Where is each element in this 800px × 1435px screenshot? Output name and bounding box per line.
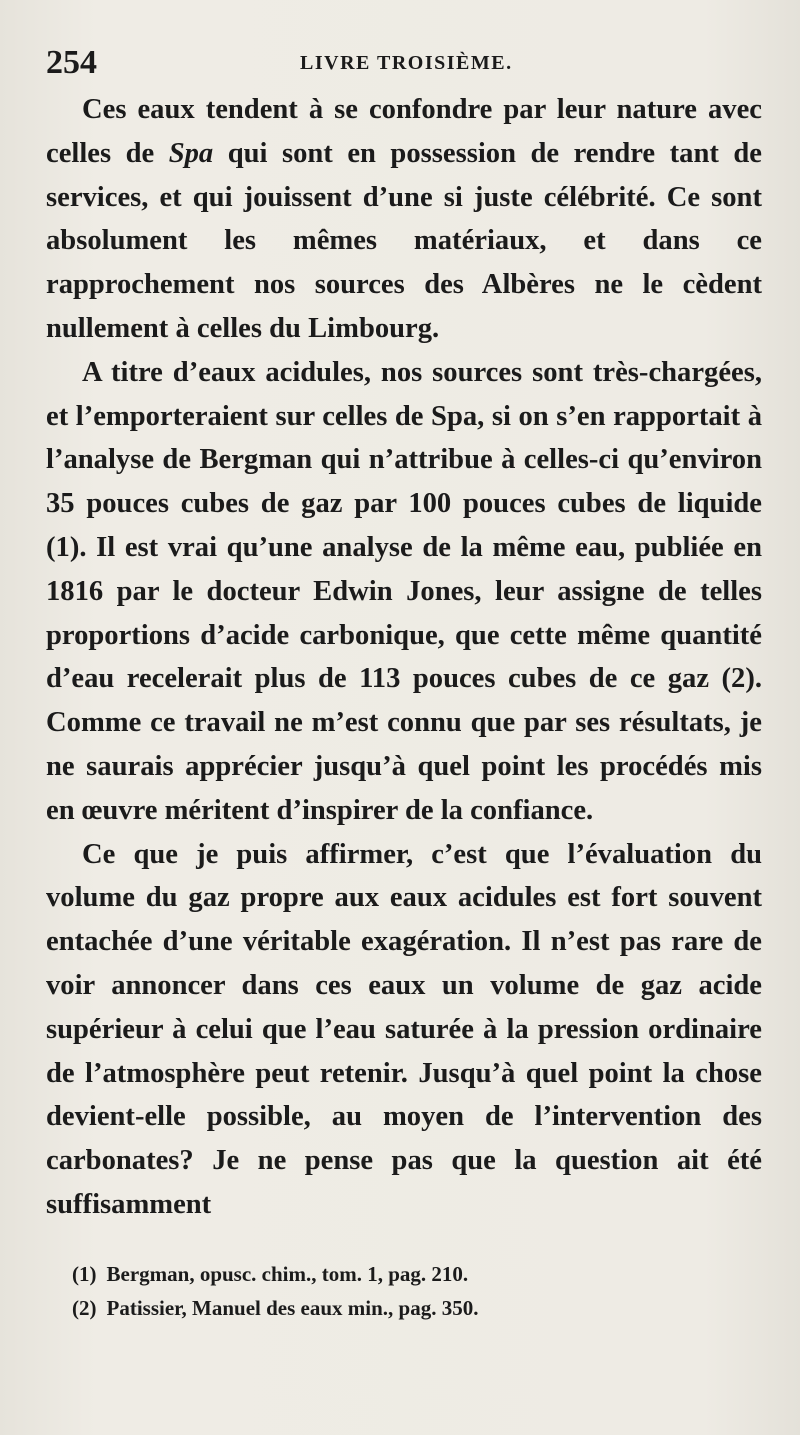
paragraph-text: qui sont en possession de rendre tant de services, et qui jouissent d’une si juste célébrité. Ce sont absolument les mêmes matériaux, et dans ce rapprochement nos sources des Albères ne le cèdent nullement à celles du Limbourg. (46, 137, 762, 344)
running-head (46, 38, 762, 86)
running-title: LIVRE TROISIÈME. (300, 52, 513, 74)
italic-word: Spa (168, 137, 214, 169)
footnote-text: Patissier, Manuel des eaux min., pag. 350. (106, 1295, 479, 1320)
footnote (72, 1257, 762, 1291)
paragraph: Ce que je puis affirmer, c’est que l’évaluation du volume du gaz propre aux eaux acidules est fort souvent entachée d’une véritable exagération. Il n’est pas rare de voir annoncer dans ces eaux un volume de gaz acide supérieur à celui que l’eau saturée à la pression ordinaire de l’atmosphère peut retenir. Jusqu’à quel point la chose devient-elle possible, au moyen de l’intervention des carbonates? Je ne pense pas que la question ait été suffisamment (46, 838, 762, 1220)
body-text (46, 88, 762, 1227)
paragraph-text: Ces eaux tendent à se confondre par leur nature avec celles de (46, 94, 762, 169)
footnote-mark: (1) (72, 1261, 97, 1286)
page-number: 254 (46, 44, 97, 81)
paragraph: A titre d’eaux acidules, nos sources sont très-chargées, et l’emporteraient sur celles de Spa, si on s’en rapportait à l’analyse de Bergman qui n’attribue à celles-ci qu’environ 35 pouces cubes de gaz par 100 pouces cubes de liquide (1). Il est vrai qu’une analyse de la même eau, publiée en 1816 par le docteur Edwin Jones, leur assigne de telles proportions d’acide carbonique, que cette même quantité d’eau recelerait plus de 113 pouces cubes de ce gaz (2). Comme ce travail ne m’est connu que par ses résultats, je ne saurais apprécier jusqu’à quel point les procédés mis en œuvre méritent d’inspirer de la confiance. (46, 356, 762, 826)
footnote-text: Bergman, opusc. chim., tom. 1, pag. 210. (106, 1261, 469, 1286)
paragraph (46, 88, 762, 351)
footnote-mark: (2) (72, 1295, 97, 1320)
footnotes (46, 1257, 762, 1325)
footnote (72, 1291, 762, 1325)
